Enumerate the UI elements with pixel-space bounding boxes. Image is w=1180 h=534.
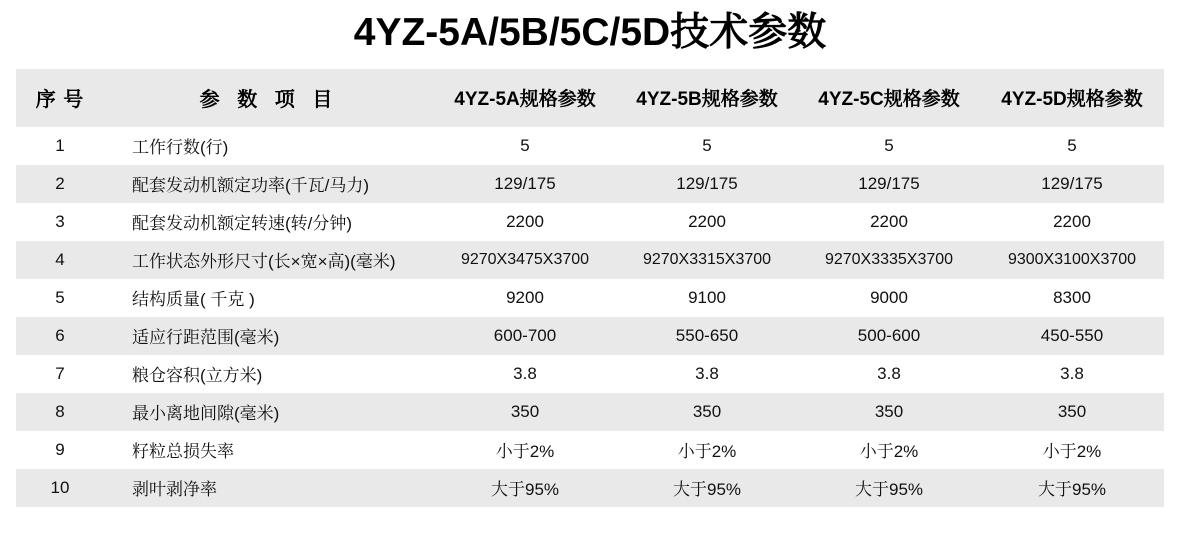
cell-value-5c: 5 <box>798 127 980 165</box>
table-row <box>16 203 1164 241</box>
cell-value-5d: 350 <box>980 393 1164 431</box>
cell-value-5c: 9000 <box>798 279 980 317</box>
cell-value-5a: 大于95% <box>434 469 616 507</box>
cell-value-5b: 129/175 <box>616 165 798 203</box>
cell-value-5c: 129/175 <box>798 165 980 203</box>
cell-value-5c: 9270X3335X3700 <box>798 241 980 279</box>
cell-value-5a: 9200 <box>434 279 616 317</box>
table-row <box>16 165 1164 203</box>
cell-value-5d: 2200 <box>980 203 1164 241</box>
cell-parameter: 最小离地间隙(毫米) <box>104 393 434 431</box>
cell-sequence: 1 <box>16 127 104 165</box>
cell-parameter: 籽粒总损失率 <box>104 431 434 469</box>
table-header-row <box>16 69 1164 127</box>
table-row <box>16 279 1164 317</box>
cell-parameter: 粮仓容积(立方米) <box>104 355 434 393</box>
cell-value-5d: 小于2% <box>980 431 1164 469</box>
table-row <box>16 355 1164 393</box>
cell-value-5d: 5 <box>980 127 1164 165</box>
cell-value-5b: 大于95% <box>616 469 798 507</box>
table-row <box>16 469 1164 507</box>
table-header <box>16 69 1164 127</box>
cell-value-5c: 500-600 <box>798 317 980 355</box>
cell-sequence: 5 <box>16 279 104 317</box>
cell-value-5d: 450-550 <box>980 317 1164 355</box>
table-row <box>16 431 1164 469</box>
cell-value-5c: 小于2% <box>798 431 980 469</box>
cell-sequence: 2 <box>16 165 104 203</box>
cell-value-5a: 3.8 <box>434 355 616 393</box>
cell-value-5b: 2200 <box>616 203 798 241</box>
table-body <box>16 127 1164 507</box>
cell-sequence: 3 <box>16 203 104 241</box>
table-row <box>16 393 1164 431</box>
column-header-model-5b: 4YZ-5B规格参数 <box>616 69 798 127</box>
cell-value-5b: 5 <box>616 127 798 165</box>
cell-value-5d: 大于95% <box>980 469 1164 507</box>
table-row <box>16 317 1164 355</box>
cell-value-5a: 350 <box>434 393 616 431</box>
cell-parameter: 结构质量( 千克 ) <box>104 279 434 317</box>
cell-value-5b: 9100 <box>616 279 798 317</box>
cell-sequence: 7 <box>16 355 104 393</box>
cell-value-5b: 350 <box>616 393 798 431</box>
cell-value-5b: 3.8 <box>616 355 798 393</box>
cell-value-5b: 9270X3315X3700 <box>616 241 798 279</box>
cell-value-5a: 2200 <box>434 203 616 241</box>
cell-value-5a: 600-700 <box>434 317 616 355</box>
cell-parameter: 配套发动机额定功率(千瓦/马力) <box>104 165 434 203</box>
cell-value-5d: 8300 <box>980 279 1164 317</box>
column-header-parameter: 参 数 项 目 <box>104 69 434 127</box>
cell-value-5b: 小于2% <box>616 431 798 469</box>
table-row <box>16 241 1164 279</box>
cell-sequence: 4 <box>16 241 104 279</box>
cell-value-5c: 2200 <box>798 203 980 241</box>
cell-sequence: 10 <box>16 469 104 507</box>
cell-value-5c: 3.8 <box>798 355 980 393</box>
cell-parameter: 剥叶剥净率 <box>104 469 434 507</box>
cell-value-5a: 5 <box>434 127 616 165</box>
table-row <box>16 127 1164 165</box>
cell-value-5c: 大于95% <box>798 469 980 507</box>
page-title: 4YZ-5A/5B/5C/5D技术参数 <box>353 11 827 54</box>
column-header-model-5d: 4YZ-5D规格参数 <box>980 69 1164 127</box>
cell-value-5b: 550-650 <box>616 317 798 355</box>
cell-parameter: 工作状态外形尺寸(长×宽×高)(毫米) <box>104 241 434 279</box>
cell-value-5a: 129/175 <box>434 165 616 203</box>
specifications-table <box>16 69 1164 507</box>
cell-sequence: 9 <box>16 431 104 469</box>
cell-value-5d: 129/175 <box>980 165 1164 203</box>
cell-value-5a: 9270X3475X3700 <box>434 241 616 279</box>
cell-parameter: 工作行数(行) <box>104 127 434 165</box>
cell-parameter: 适应行距范围(毫米) <box>104 317 434 355</box>
cell-value-5a: 小于2% <box>434 431 616 469</box>
column-header-model-5c: 4YZ-5C规格参数 <box>798 69 980 127</box>
cell-sequence: 8 <box>16 393 104 431</box>
cell-value-5d: 3.8 <box>980 355 1164 393</box>
cell-value-5d: 9300X3100X3700 <box>980 241 1164 279</box>
column-header-sequence: 序 号 <box>16 69 104 127</box>
cell-parameter: 配套发动机额定转速(转/分钟) <box>104 203 434 241</box>
cell-value-5c: 350 <box>798 393 980 431</box>
cell-sequence: 6 <box>16 317 104 355</box>
column-header-model-5a: 4YZ-5A规格参数 <box>434 69 616 127</box>
